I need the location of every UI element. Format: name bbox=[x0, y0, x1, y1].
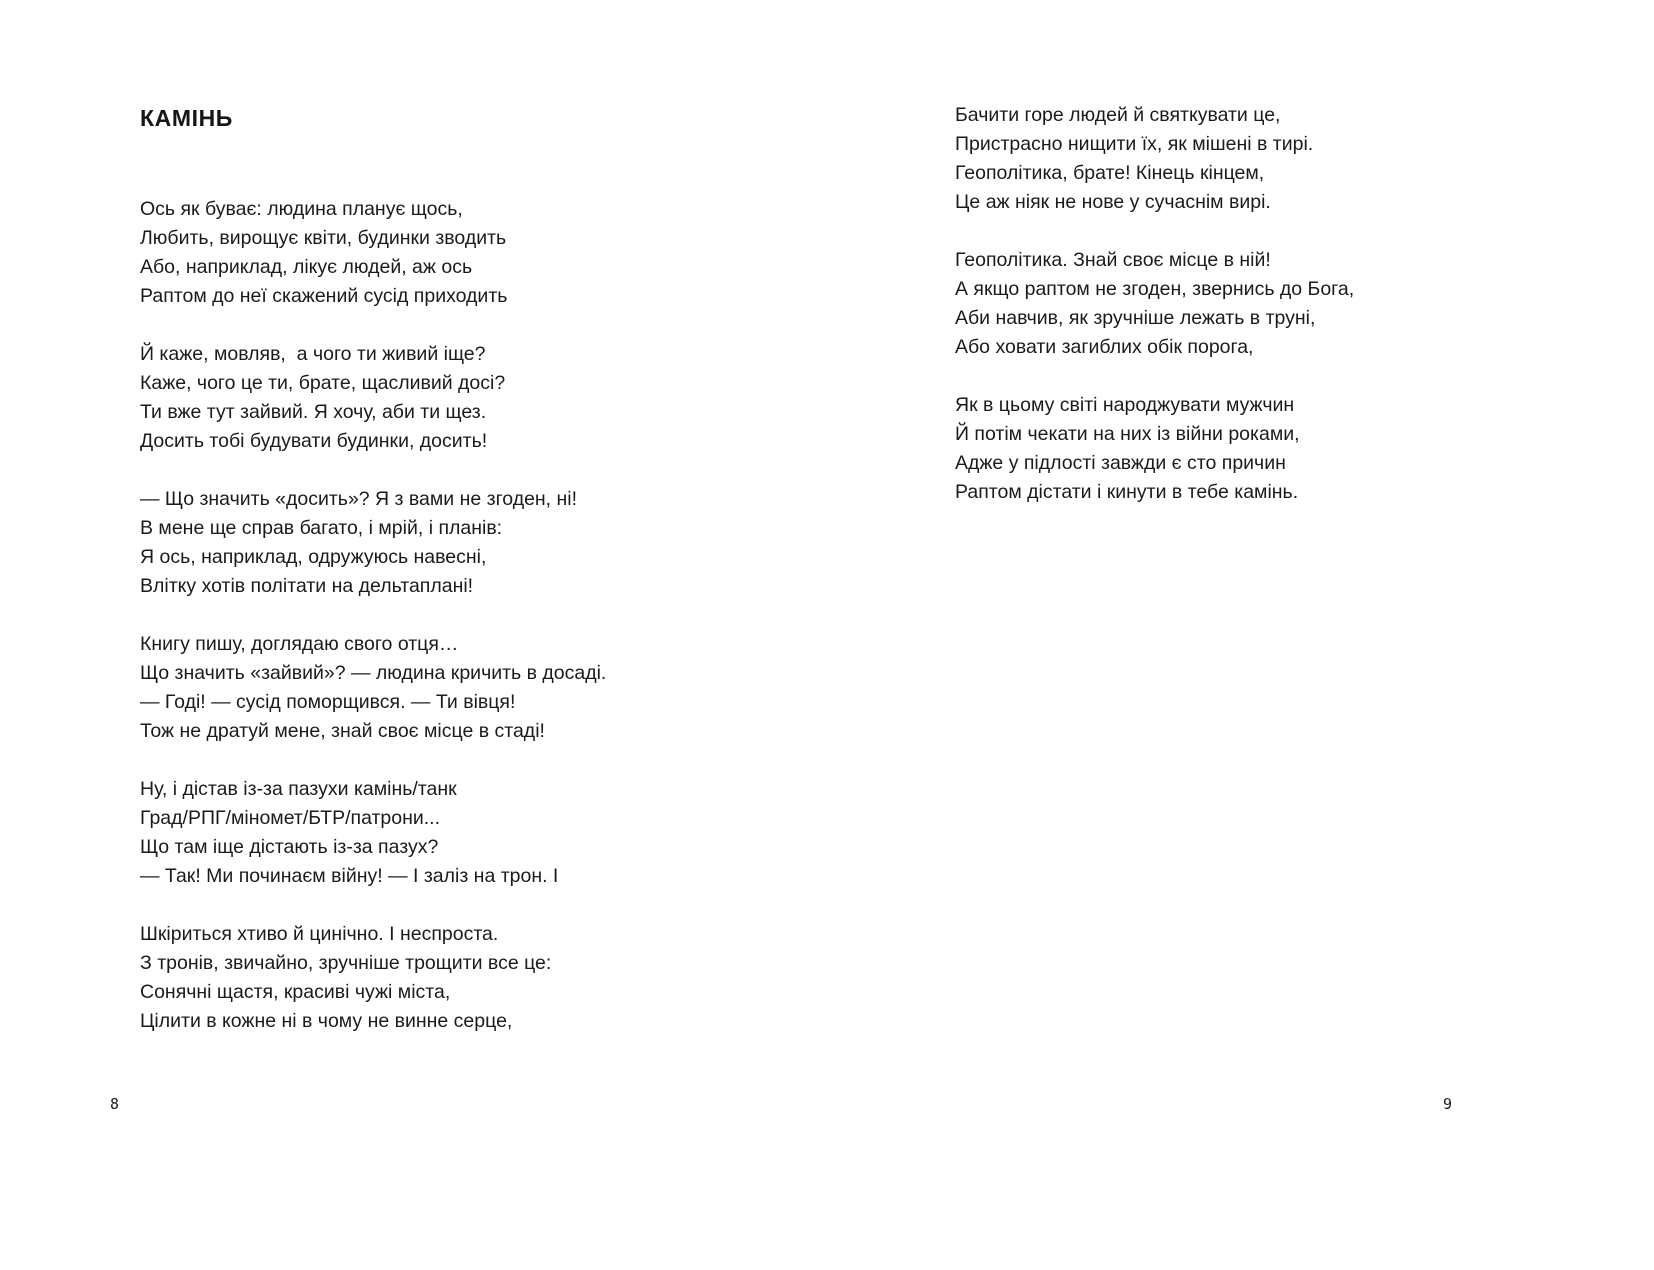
poem-line: Шкіриться хтиво й цинічно. І неспроста. bbox=[140, 923, 499, 945]
poem-line: Ти вже тут зайвий. Я хочу, аби ти щез. bbox=[140, 401, 487, 423]
stanza-5 bbox=[140, 775, 820, 891]
poem-line: Град/РПГ/міномет/БТР/патрони... bbox=[140, 807, 441, 829]
stanza-1 bbox=[140, 195, 820, 311]
poem-line: Ось як буває: людина планує щось, bbox=[140, 198, 463, 220]
stanza-4 bbox=[140, 630, 820, 746]
poem-line: Що значить «зайвий»? — людина кричить в досаді. bbox=[140, 662, 607, 684]
poem-line: Книгу пишу, доглядаю свого отця… bbox=[140, 633, 459, 655]
page-number-left: 8 bbox=[110, 1095, 120, 1113]
stanza-2 bbox=[140, 340, 820, 456]
poem-line: Я ось, наприклад, одружуюсь навесні, bbox=[140, 546, 487, 568]
poem-line: А якщо раптом не згоден, звернись до Бога, bbox=[955, 278, 1355, 300]
poem-line: Сонячні щастя, красиві чужі міста, bbox=[140, 981, 451, 1003]
poem-line: В мене ще справ багато, і мрій, і планів: bbox=[140, 517, 503, 539]
poem-line: Цілити в кожне ні в чому не винне серце, bbox=[140, 1010, 513, 1032]
page-left bbox=[140, 105, 820, 1065]
poem-line: Як в цьому світі народжувати мужчин bbox=[955, 394, 1295, 416]
poem-line: Любить, вирощує квіти, будинки зводить bbox=[140, 227, 507, 249]
poem-line: Тож не дратуй мене, знай своє місце в стаді! bbox=[140, 720, 545, 742]
poem-line: Що там іще дістають із-за пазух? bbox=[140, 836, 439, 858]
stanza-9 bbox=[955, 391, 1575, 507]
page-number-right: 9 bbox=[1443, 1095, 1453, 1113]
poem-line: Й каже, мовляв, а чого ти живий іще? bbox=[140, 343, 486, 365]
poem-line: Або, наприклад, лікує людей, аж ось bbox=[140, 256, 473, 278]
poem-line: Геополітика. Знай своє місце в ній! bbox=[955, 249, 1271, 271]
stanza-8 bbox=[955, 246, 1575, 362]
poem-line: Й потім чекати на них із війни роками, bbox=[955, 423, 1300, 445]
stanza-7 bbox=[955, 101, 1575, 217]
poem-line: Влітку хотів політати на дельтаплані! bbox=[140, 575, 474, 597]
poem-line: — Годі! — сусід поморщився. — Ти вівця! bbox=[140, 691, 516, 713]
poem-line: Аби навчив, як зручніше лежать в труні, bbox=[955, 307, 1316, 329]
stanza-3 bbox=[140, 485, 820, 601]
poem-line: Досить тобі будувати будинки, досить! bbox=[140, 430, 488, 452]
poem-line: Геополітика, брате! Кінець кінцем, bbox=[955, 162, 1265, 184]
poem-line: — Так! Ми починаєм війну! — І заліз на трон. І bbox=[140, 865, 559, 887]
poem-line: Пристрасно нищити їх, як мішені в тирі. bbox=[955, 133, 1314, 155]
poem-line: — Що значить «досить»? Я з вами не згоден, ні! bbox=[140, 488, 578, 510]
poem-line: З тронів, звичайно, зручніше трощити все це: bbox=[140, 952, 552, 974]
poem-line: Адже у підлості завжди є сто причин bbox=[955, 452, 1286, 474]
poem-line: Ну, і дістав із-за пазухи камінь/танк bbox=[140, 778, 457, 800]
poem-line: Раптом до неї скажений сусід приходить bbox=[140, 285, 508, 307]
page-right bbox=[955, 101, 1575, 536]
poem-line: Бачити горе людей й святкувати це, bbox=[955, 104, 1281, 126]
poem-line: Раптом дістати і кинути в тебе камінь. bbox=[955, 481, 1299, 503]
poem-line: Каже, чого це ти, брате, щасливий досі? bbox=[140, 372, 506, 394]
poem-title: КАМІНЬ bbox=[140, 105, 233, 131]
poem-line: Або ховати загиблих обік порога, bbox=[955, 336, 1254, 358]
stanza-6 bbox=[140, 920, 820, 1036]
poem-line: Це аж ніяк не нове у сучаснім вирі. bbox=[955, 191, 1271, 213]
